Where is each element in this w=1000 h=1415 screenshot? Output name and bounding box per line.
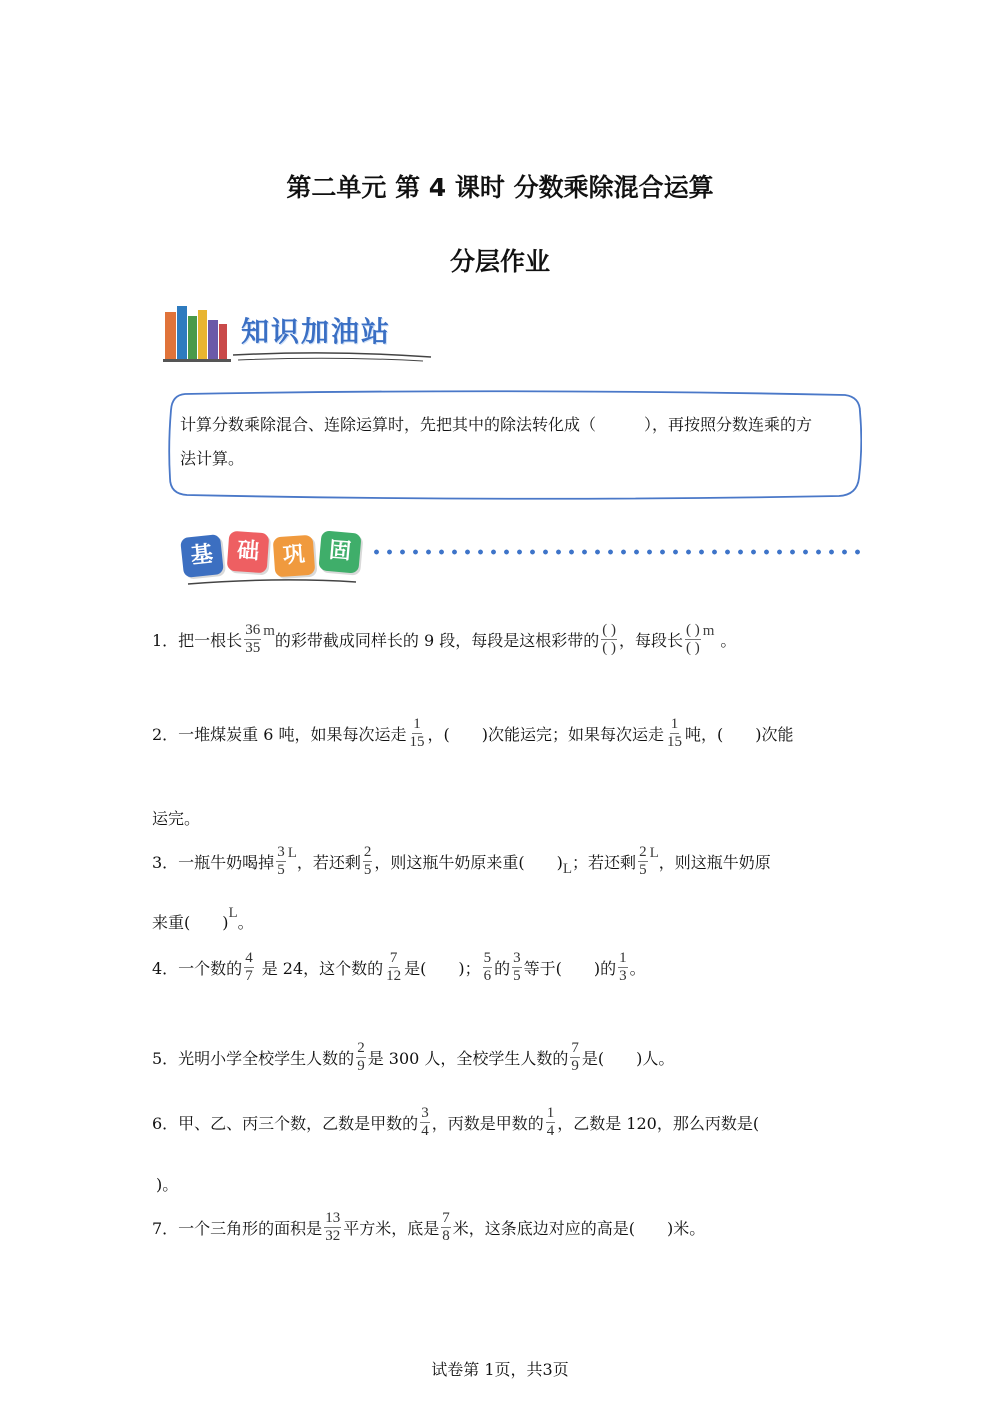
q1-text-b: 的彩带截成同样长的 9 段，每段是这根彩带的	[274, 631, 600, 650]
q5-text-c: 是( )人。	[581, 1049, 675, 1068]
q3-text-d: ；若还剩	[572, 853, 637, 872]
q6-text-a: 6．甲、乙、丙三个数，乙数是甲数的	[152, 1114, 419, 1133]
q1-text-a: 1．把一根长	[152, 631, 243, 650]
fraction: $\frac{7}{12}$	[386, 950, 402, 984]
q5-text-b: 是 300 人，全校学生人数的	[367, 1049, 569, 1068]
fraction: $\frac{4}{7}$	[245, 950, 253, 984]
q1-text-c: ，每段长	[618, 631, 683, 650]
question-6	[152, 1105, 759, 1140]
q3-text-e: ，则这瓶牛奶原	[658, 853, 771, 872]
knowledge-station-banner	[163, 300, 443, 366]
q2-text-c: 吨，( )次能	[685, 725, 794, 744]
question-6-line2	[156, 1172, 178, 1195]
fraction: $\frac{2}{5}$	[639, 844, 647, 878]
fraction: $\frac{1}{4}$	[546, 1105, 555, 1139]
question-2-line2	[152, 806, 200, 829]
unit: L	[649, 845, 659, 861]
q5-text-a: 5．光明小学全校学生人数的	[152, 1049, 355, 1068]
fraction: $\frac{3}{5}$	[277, 844, 285, 878]
tile-gong: 巩	[273, 535, 316, 578]
fraction: $\frac{7}{8}$	[442, 1210, 450, 1244]
q7-text-c: 米，这条底边对应的高是( )米。	[452, 1219, 706, 1238]
knowledge-text-line2: 法计算。	[180, 449, 245, 468]
fraction: $\frac{2}{9}$	[357, 1040, 365, 1074]
q1-text-d: 。	[720, 631, 737, 650]
q6-text-b: ，丙数是甲数的	[431, 1114, 544, 1133]
unit: L	[228, 905, 238, 921]
q3-text-c: ，则这瓶牛奶原来重( )	[374, 853, 563, 872]
question-5	[152, 1040, 674, 1075]
question-3-line2	[152, 905, 254, 933]
fraction: $\frac{13}{32}$	[325, 1210, 341, 1244]
question-1	[152, 622, 736, 657]
page-subtitle: 分层作业	[449, 247, 550, 276]
fraction: $\frac{1}{3}$	[619, 950, 627, 984]
q4-text-b: 是 24，这个数的	[261, 959, 384, 978]
tile-gu: 固	[318, 530, 361, 573]
answer-fraction-blank[interactable]: $\frac{( )}{( )}$	[685, 622, 700, 656]
fraction: $\frac{1}{15}$	[409, 716, 425, 750]
page-title: 第二单元 第 4 课时 分数乘除混合运算	[286, 173, 714, 202]
q4-text-e: 等于( )的	[523, 959, 617, 978]
tile-chu: 础	[227, 531, 270, 574]
knowledge-box-content	[180, 408, 855, 476]
q6-text-line2: )。	[156, 1175, 179, 1194]
q7-text-a: 7．一个三角形的面积是	[152, 1219, 323, 1238]
fraction: $\frac{1}{15}$	[667, 716, 683, 750]
q3-text-b: ，若还剩	[296, 853, 361, 872]
unit: L	[287, 845, 297, 861]
fraction: $\frac{7}{9}$	[571, 1040, 579, 1074]
q3-text-a: 3．一瓶牛奶喝掉	[152, 853, 275, 872]
knowledge-text-line1: 计算分数乘除混合、连除运算时，先把其中的除法转化成（ ），再按照分数连乘的方	[180, 415, 813, 434]
question-3	[152, 844, 771, 879]
q2-text-line2: 运完。	[152, 809, 201, 828]
question-4	[152, 950, 646, 985]
page-footer: 试卷第 1页，共3页	[431, 1360, 569, 1379]
q3-text-line2b: 。	[237, 913, 254, 932]
unit: m	[702, 623, 715, 639]
answer-fraction-blank[interactable]: $\frac{( )}{( )}$	[602, 622, 616, 656]
q4-text-d: 的	[494, 959, 511, 978]
q6-text-c: ，乙数是 120，那么丙数是(	[557, 1114, 760, 1133]
question-2	[152, 716, 794, 751]
knowledge-station-label: 知识加油站	[241, 315, 392, 348]
q4-text-a: 4．一个数的	[152, 959, 243, 978]
q4-text-c: 是( )；	[404, 959, 481, 978]
q2-text-b: ，( )次能运完；如果每次运走	[427, 725, 665, 744]
fraction: $\frac{5}{6}$	[483, 950, 492, 984]
dotted-line	[370, 548, 865, 556]
fraction: $\frac{3}{4}$	[421, 1105, 429, 1139]
tile-ji: 基	[180, 534, 224, 578]
q3-text-line2a: 来重( )	[152, 913, 229, 932]
unit: L	[562, 861, 573, 877]
fraction: $\frac{36}{35}$	[245, 622, 261, 656]
basic-consolidation-banner	[178, 530, 868, 590]
q7-text-b: 平方米，底是	[343, 1219, 440, 1238]
unit: m	[263, 623, 275, 639]
fraction: $\frac{2}{5}$	[363, 844, 372, 878]
fraction: $\frac{3}{5}$	[513, 950, 521, 984]
q4-text-f: 。	[629, 959, 646, 978]
banner-underline	[163, 300, 443, 366]
q2-text-a: 2．一堆煤炭重 6 吨，如果每次运走	[152, 725, 407, 744]
banner-underline	[178, 530, 368, 590]
question-7	[152, 1210, 705, 1245]
